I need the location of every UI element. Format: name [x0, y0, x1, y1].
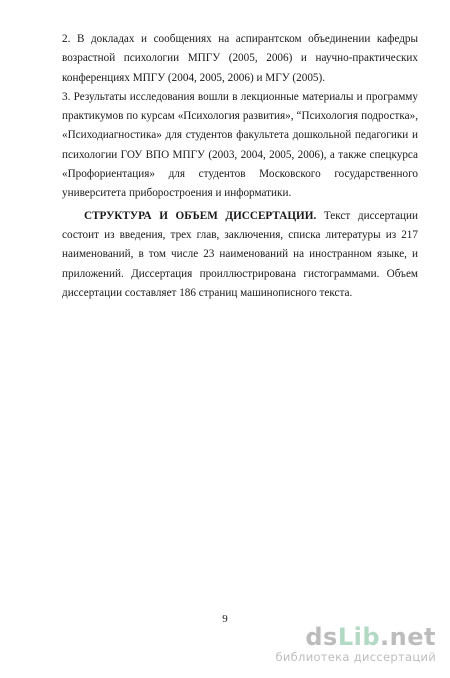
- text-line: состоит из введения, трех глав, заключения, списка литературы из 217: [62, 228, 418, 241]
- watermark-logo[interactable]: [275, 625, 436, 664]
- text-line: практикумов по курсам «Психология развития», “Психология подростка»,: [62, 110, 418, 123]
- text-line: психологии ГОУ ВПО МПГУ (2003, 2004, 2005, 2006), а также спецкурса: [62, 148, 418, 161]
- text-line: наименований, в том числе 23 наименований на иностранном языке, и: [62, 248, 418, 261]
- brand-ds: ds: [305, 623, 338, 651]
- body-text: [62, 30, 418, 303]
- text-line: приложений. Диссертация проиллюстрирована гистограммами. Объем: [62, 267, 418, 280]
- text-line: «Профориентация» для студентов Московского государственного: [62, 168, 418, 181]
- watermark-brand: [275, 625, 436, 649]
- text-line: 2. В докладах и сообщениях на аспирантском объединении кафедры: [62, 33, 418, 45]
- heading-continuation: Текст диссертации: [316, 209, 418, 222]
- text-line: диссертации составляет 186 страниц машинописного текста.: [62, 286, 353, 299]
- structure-first-line: [62, 207, 418, 226]
- brand-lib: Lib: [337, 623, 381, 651]
- text-line: университета приборостроения и информатики.: [62, 187, 292, 200]
- brand-net: .net: [380, 623, 436, 651]
- page-number: 9: [222, 613, 228, 625]
- text-line: «Психодиагностика» для студентов факультета дошкольной педагогики и: [62, 129, 418, 142]
- section-heading: СТРУКТУРА И ОБЪЕМ ДИССЕРТАЦИИ.: [84, 209, 317, 222]
- watermark-subtitle: библиотека диссертаций: [275, 650, 436, 664]
- text-line: возрастной психологии МПГУ (2005, 2006) и научно-практических: [62, 52, 418, 65]
- text-line: 3. Результаты исследования вошли в лекционные материалы и программу: [62, 90, 418, 103]
- text-line: конференциях МПГУ (2004, 2005, 2006) и МГУ (2005).: [62, 71, 326, 84]
